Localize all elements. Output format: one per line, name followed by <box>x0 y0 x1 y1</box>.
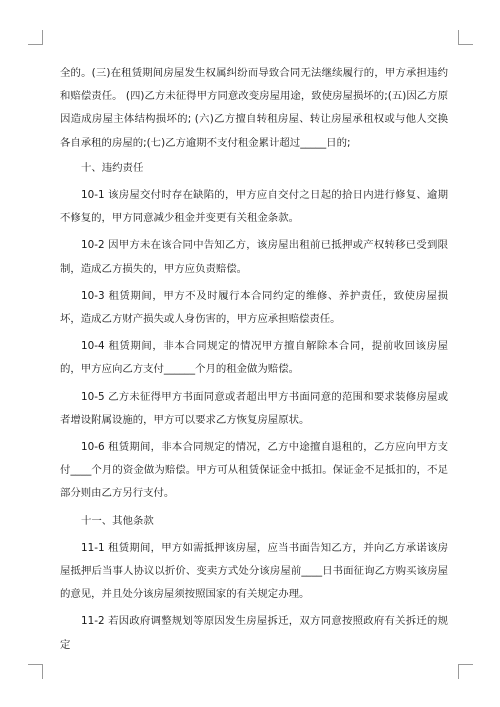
paragraph-continuation: 全的。(三)在租赁期间房屋发生权属纠纷而导致合同无法继续履行的，甲方承担违约和赔偿责任。 (四)乙方未征得甲方同意改变房屋用途，致使房屋损坏的;(五)因乙方原因造成房屋主体结构损坏的; (六)乙方擅自转租房屋、转让房屋承租权或与他人交换各自承租的房屋的;(七)乙方逾期不支付租金累计超过_____日的; <box>60 67 448 149</box>
crop-mark-bottom-left <box>28 664 43 679</box>
clause-10-2: 10-2 因甲方未在该合同中告知乙方，该房屋出租前已抵押或产权转移已受到限制，造成乙方损失的，甲方应负责赔偿。 <box>60 239 448 275</box>
clause-10-4: 10-4 租赁期间，非本合同规定的情况甲方擅自解除本合同，提前收回该房屋的，甲方应向乙方支付______个月的租金做为赔偿。 <box>60 340 448 376</box>
section-heading-other-terms: 十一、其他条款 <box>81 514 154 527</box>
clause-10-3: 10-3 租赁期间，甲方不及时履行本合同约定的维修、养护责任，致使房屋损坏，造成乙方财产损失或人身伤害的，甲方应承担赔偿责任。 <box>60 289 448 326</box>
clause-10-1: 10-1 该房屋交付时存在缺陷的，甲方应自交付之日起的拾日内进行修复、逾期不修复的，甲方同意减少租金并变更有关租金条款。 <box>60 189 448 225</box>
crop-mark-bottom-right <box>458 664 473 679</box>
clause-11-2: 11-2 若因政府调整规划等原因发生房屋拆迁，双方同意按照政府有关拆迁的规定 <box>60 615 448 651</box>
document-body <box>60 62 448 661</box>
clause-10-5: 10-5 乙方未征得甲方书面同意或者超出甲方书面同意的范围和要求装修房屋或者增设附属设施的，甲方可以要求乙方恢复房屋原状。 <box>60 390 448 426</box>
crop-mark-top-right <box>458 30 473 45</box>
crop-mark-top-left <box>28 30 43 45</box>
section-heading-breach-liability: 十、违约责任 <box>81 161 144 174</box>
clause-11-1: 11-1 租赁期间，甲方如需抵押该房屋，应当书面告知乙方，并向乙方承诺该房屋抵押后当事人协议以折价、变卖方式处分该房屋前____日书面征询乙方购买该房屋的意见，并且处分该房屋须按照国家的有关规定办理。 <box>60 541 448 601</box>
clause-10-6: 10-6 租赁期间，非本合同规定的情况，乙方中途擅自退租的，乙方应向甲方支付____个月的资金做为赔偿。甲方可从租赁保证金中抵扣。保证金不足抵扣的，不足部分则由乙方另行支付。 <box>60 441 448 500</box>
